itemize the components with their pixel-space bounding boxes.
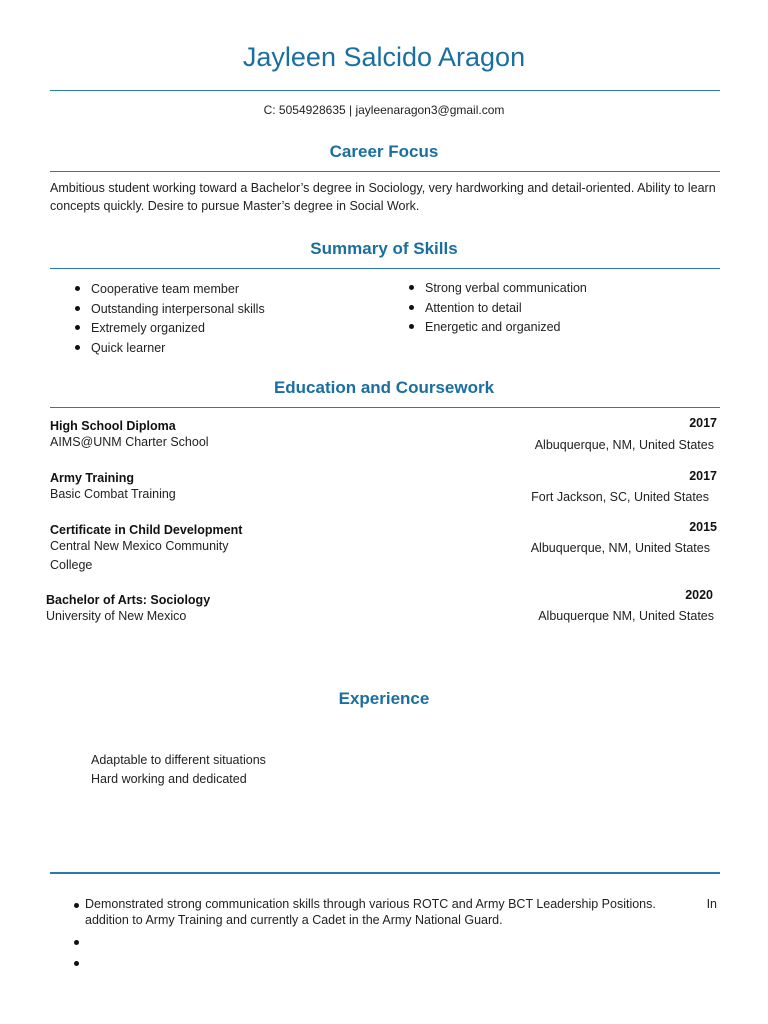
degree-title: Army Training	[50, 471, 135, 485]
degree-title: Certificate in Child Development	[50, 523, 243, 537]
page-name: Jayleen Salcido Aragon	[242, 42, 526, 72]
skill-item: Extremely organized	[75, 319, 265, 339]
education-location: Albuquerque, NM, United States	[534, 438, 714, 452]
experience-heading: Experience	[338, 689, 430, 708]
school-name: Basic Combat Training	[50, 487, 176, 501]
header-rule	[50, 90, 720, 91]
skill-item: Quick learner	[75, 339, 265, 359]
experience-bullets	[72, 896, 717, 975]
education-location: Albuquerque, NM, United States	[530, 541, 710, 555]
school-name: Central New Mexico Community	[50, 539, 229, 553]
experience-rule	[50, 872, 720, 874]
skill-item: Cooperative team member	[75, 280, 265, 300]
skills-left-list	[75, 280, 265, 358]
education-rule	[50, 407, 720, 408]
skills-heading: Summary of Skills	[310, 239, 458, 258]
bullet-text-cont: addition to Army Training and currently a Cadet in the Army National Guard.	[85, 913, 503, 927]
education-year: 2020	[685, 588, 713, 602]
bullet-text: Demonstrated strong communication skills through various ROTC and Army BCT Leadership Positions.	[85, 897, 656, 911]
education-entry	[46, 593, 210, 626]
school-name: AIMS@UNM Charter School	[50, 435, 209, 449]
skills-right-list	[409, 279, 587, 338]
skill-item: Outstanding interpersonal skills	[75, 300, 265, 320]
degree-title: High School Diploma	[50, 419, 176, 433]
skill-item: Strong verbal communication	[409, 279, 587, 299]
skill-item: Energetic and organized	[409, 318, 587, 338]
bullet-item	[72, 896, 717, 928]
education-location: Albuquerque NM, United States	[538, 609, 714, 623]
school-name: University of New Mexico	[46, 609, 187, 623]
education-heading: Education and Coursework	[273, 378, 495, 397]
education-entry	[50, 419, 209, 452]
skill-item: Attention to detail	[409, 299, 587, 319]
education-entry	[50, 471, 176, 504]
bullet-tail: In	[706, 897, 717, 911]
career-focus-heading: Career Focus	[329, 142, 439, 161]
education-entry	[50, 523, 242, 575]
contact-line: C: 5054928635 | jayleenaragon3@gmail.com	[263, 103, 505, 117]
education-year: 2017	[689, 416, 717, 430]
skills-rule	[50, 268, 720, 269]
bullet-item	[72, 933, 717, 949]
education-location: Fort Jackson, SC, United States	[531, 490, 709, 504]
career-focus-rule	[50, 171, 720, 172]
education-year: 2017	[689, 469, 717, 483]
experience-item: Hard working and dedicated	[91, 772, 247, 786]
degree-title: Bachelor of Arts: Sociology	[46, 593, 211, 607]
school-name: College	[50, 558, 93, 572]
experience-item: Adaptable to different situations	[91, 753, 266, 767]
bullet-item	[72, 954, 717, 970]
career-focus-text: Ambitious student working toward a Bachelor’s degree in Sociology, very hardworking and detail-oriented. Ability to learn concepts quickly. Desire to pursue Master’s degree in Social Work.	[50, 181, 716, 213]
education-year: 2015	[689, 520, 717, 534]
